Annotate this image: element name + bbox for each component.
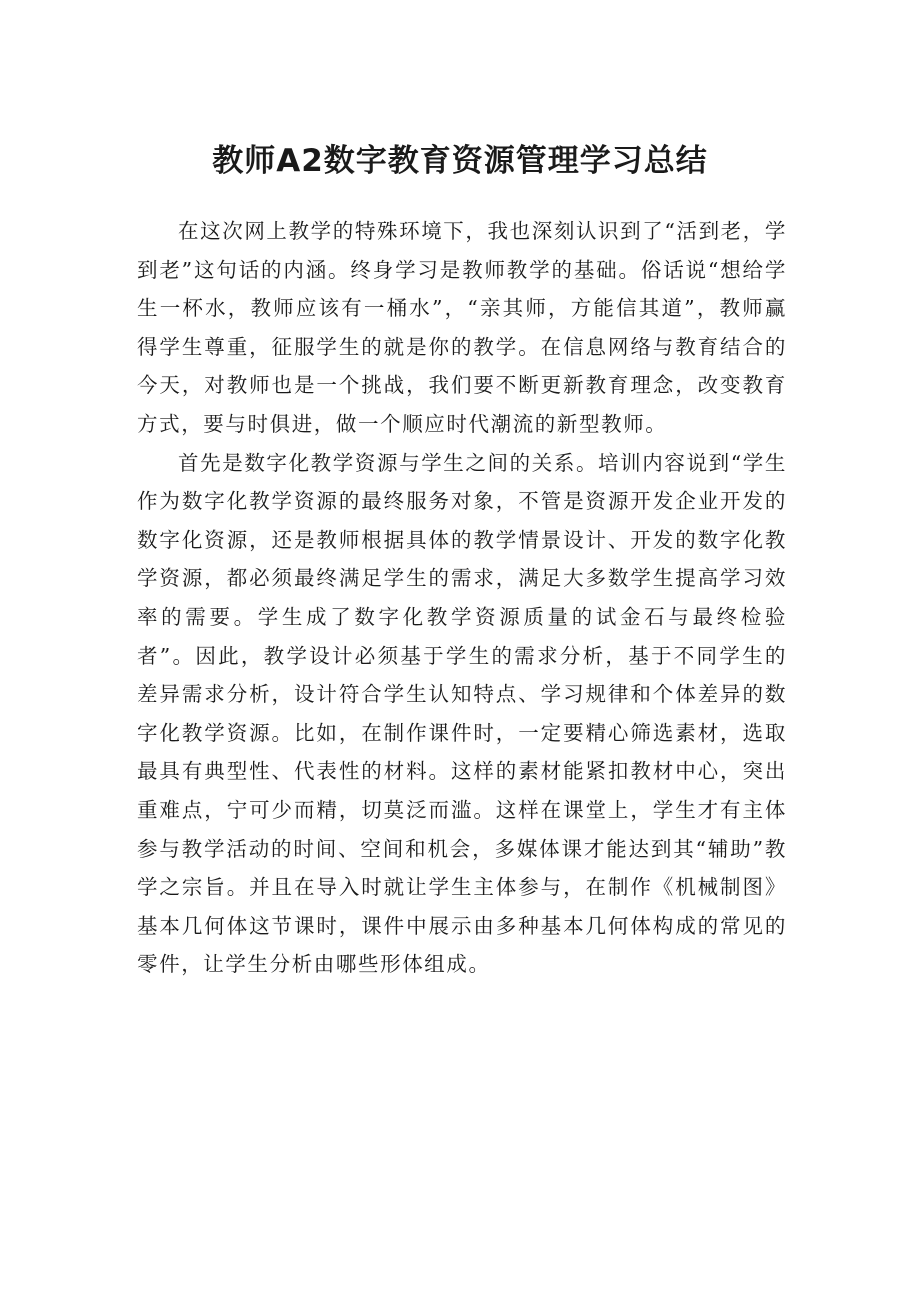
paragraph-1: 在这次网上教学的特殊环境下，我也深刻认识到了“活到老，学到老”这句话的内涵。终身学习是教师教学的基础。俗话说“想给学生一杯水，教师应该有一桶水”，“亲其师，方能信其道”，教师赢得学生尊重，征服学生的就是你的教学。在信息网络与教育结合的今天，对教师也是一个挑战，我们要不断更新教育理念，改变教育方式，要与时俱进，做一个顺应时代潮流的新型教师。 [137,219,787,436]
document-title: 教师A2数字教育资源管理学习总结 [212,142,708,179]
document-body [137,212,787,984]
paragraph-2: 首先是数字化教学资源与学生之间的关系。培训内容说到“学生作为数字化教学资源的最终服务对象，不管是资源开发企业开发的数字化资源，还是教师根据具体的教学情景设计、开发的数字化教学资源，都必须最终满足学生的需求，满足大多数学生提高学习效率的需要。学生成了数字化教学资源质量的试金石与最终检验者”。因此，教学设计必须基于学生的需求分析，基于不同学生的差异需求分析，设计符合学生认知特点、学习规律和个体差异的数字化教学资源。比如，在制作课件时，一定要精心筛选素材，选取最具有典型性、代表性的材料。这样的素材能紧扣教材中心，突出重难点，宁可少而精，切莫泛而滥。这样在课堂上，学生才有主体参与教学活动的时间、空间和机会，多媒体课才能达到其“辅助”教学之宗旨。并且在导入时就让学生主体参与，在制作《机械制图》基本几何体这节课时，课件中展示由多种基本几何体构成的常见的零件，让学生分析由哪些形体组成。 [137,450,787,977]
